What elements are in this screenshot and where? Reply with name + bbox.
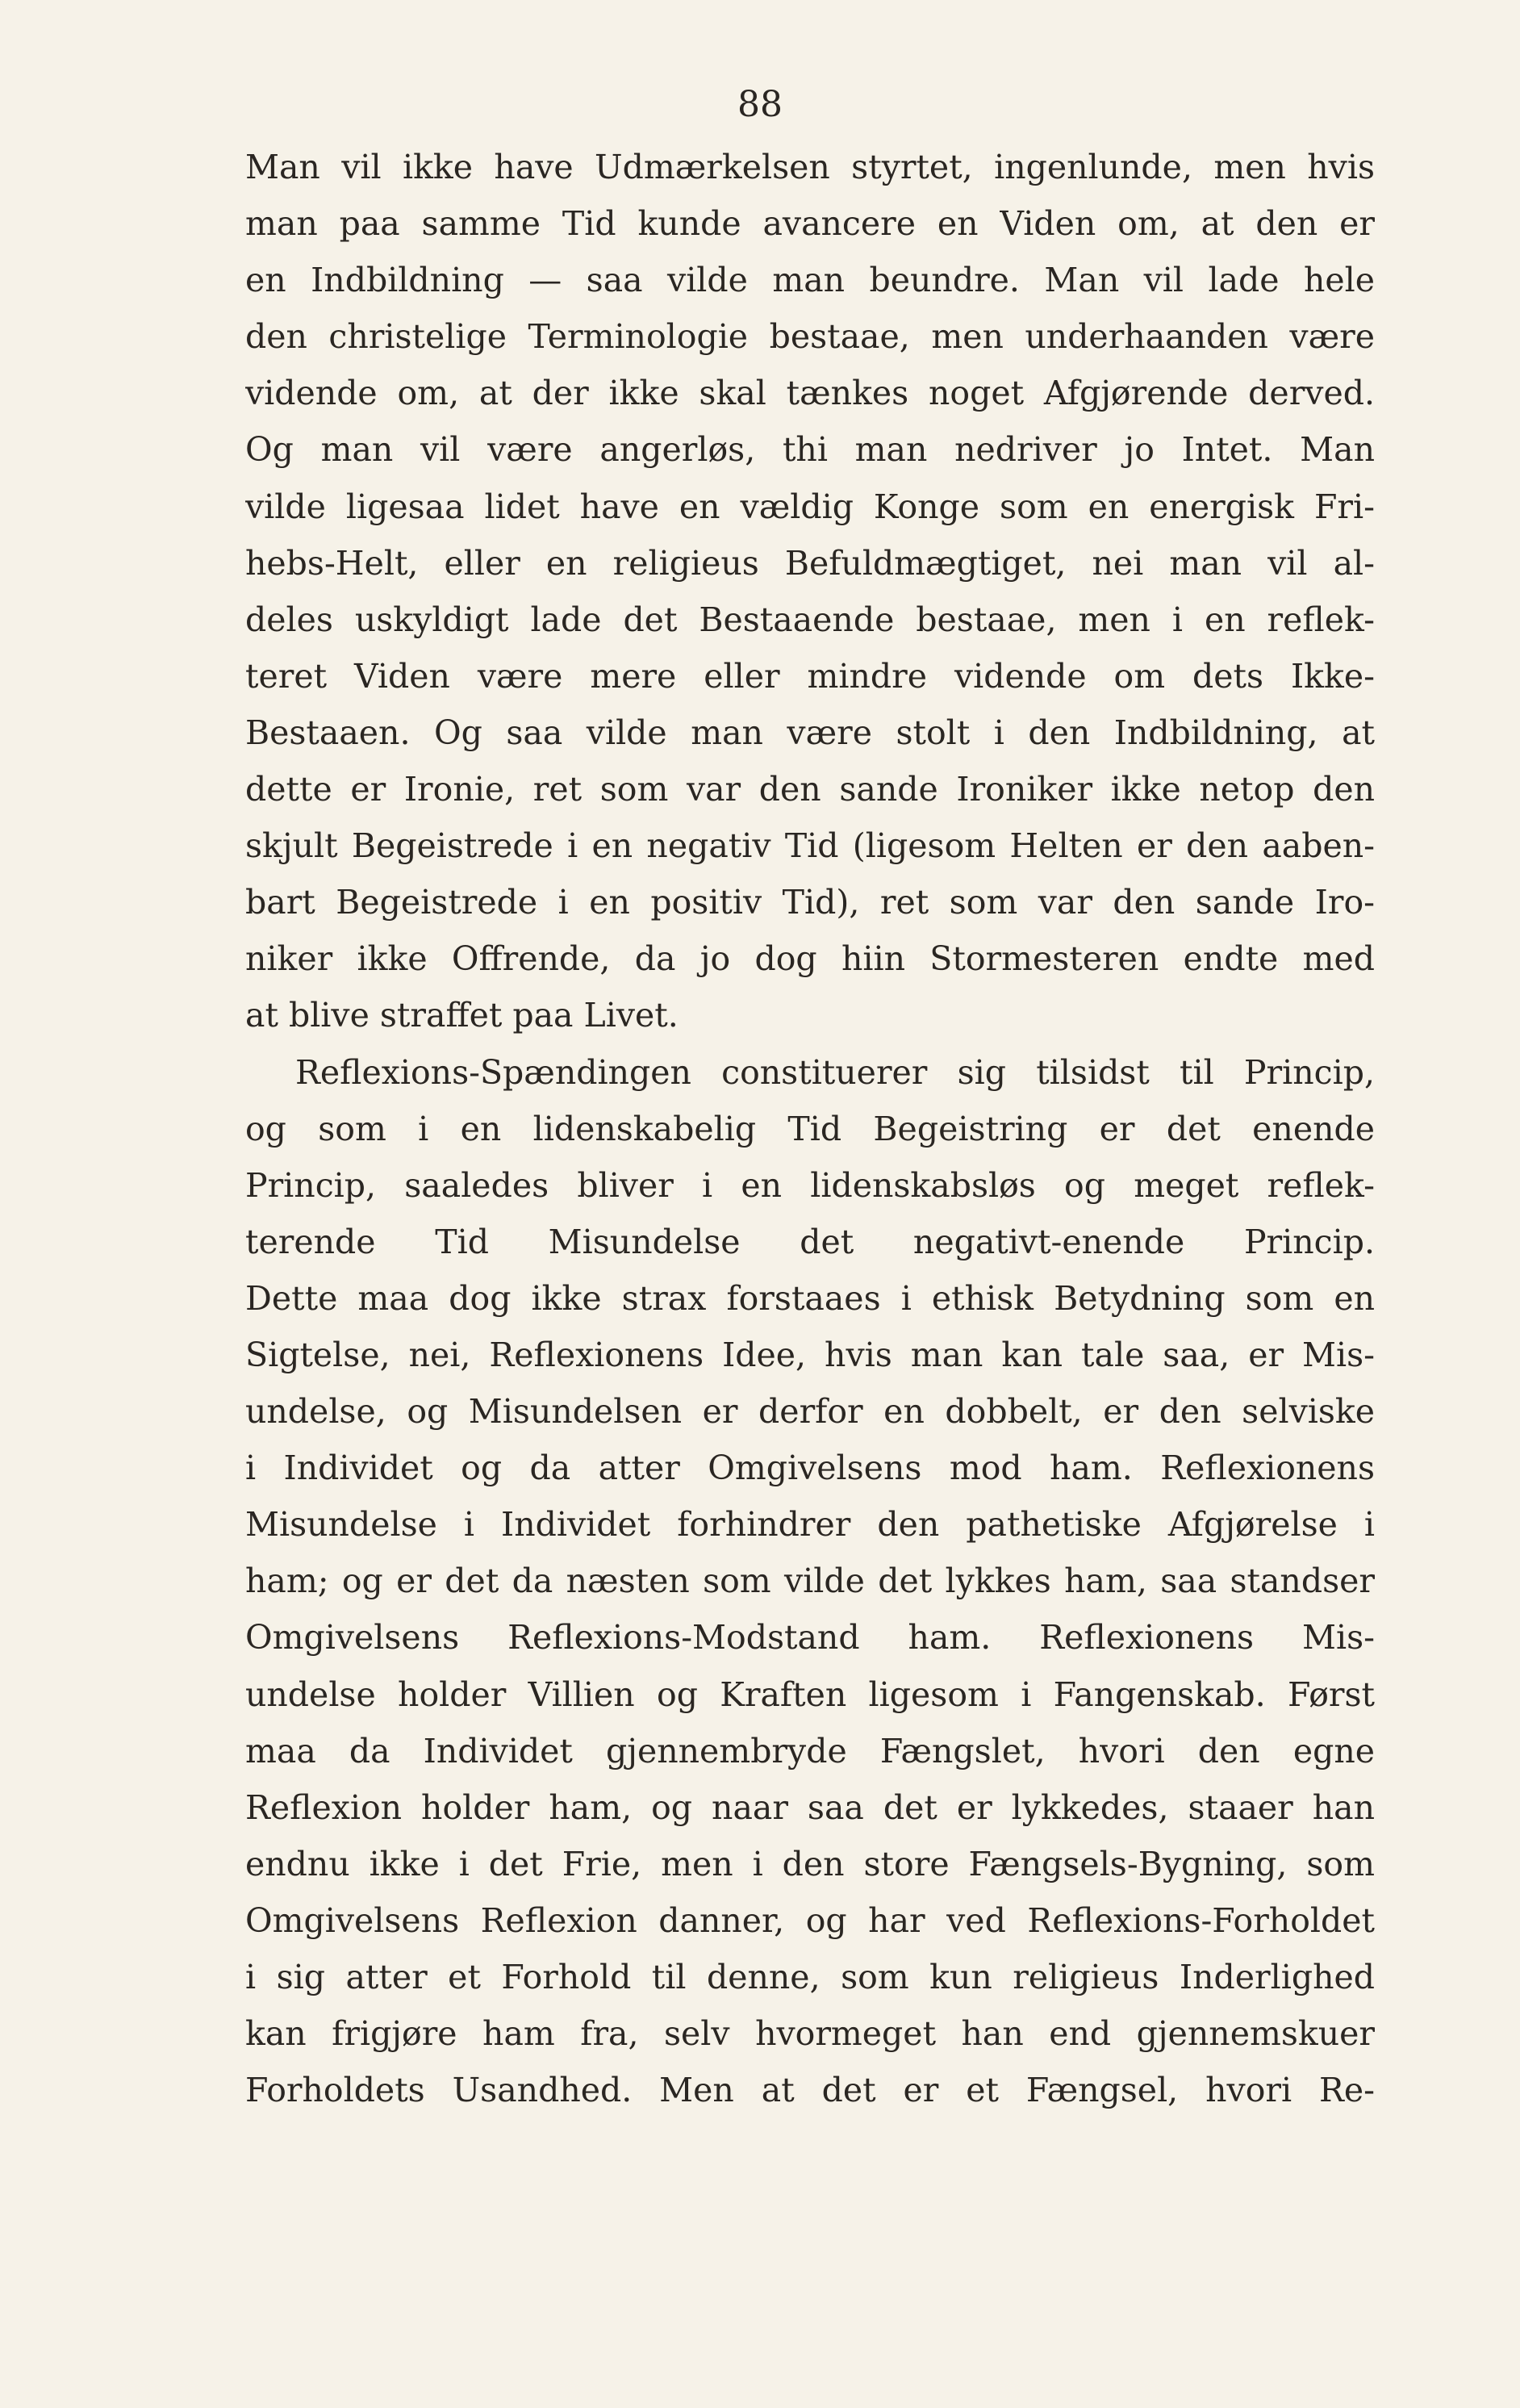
text-line: kan frigjøre ham fra, selv hvormeget han end gjennemskuer bbox=[245, 2014, 1375, 2054]
text-line: Dette maa dog ikke strax forstaaes i ethisk Betydning som en bbox=[245, 1278, 1375, 1318]
text-line: og som i en lidenskabelig Tid Begeistring er det enende bbox=[245, 1109, 1375, 1148]
text-line: dette er Ironie, ret som var den sande Ironiker ikke netop den bbox=[245, 770, 1375, 809]
text-line: den christelige Terminologie bestaae, men underhaanden være bbox=[245, 317, 1375, 357]
text-line: undelse, og Misundelsen er derfor en dobbelt, er den selviske bbox=[245, 1392, 1375, 1432]
text-line: at blive straffet paa Livet. bbox=[245, 996, 679, 1035]
text-line: hebs-Helt, eller en religieus Befuldmægtiget, nei man vil al- bbox=[245, 543, 1375, 583]
text-line: Reflexions-Spændingen constituerer sig tilsidst til Princip, bbox=[295, 1052, 1375, 1092]
text-line: vilde ligesaa lidet have en vældig Konge som en energisk Fri- bbox=[245, 487, 1375, 526]
text-line: skjult Begeistrede i en negativ Tid (ligesom Helten er den aaben- bbox=[245, 826, 1375, 866]
text-line: endnu ikke i det Frie, men i den store Fængsels-Bygning, som bbox=[245, 1844, 1375, 1883]
text-line: Omgivelsens Reflexions-Modstand ham. Reflexionens Mis- bbox=[245, 1618, 1375, 1658]
text-line: Omgivelsens Reflexion danner, og har ved Reflexions-Forholdet bbox=[245, 1900, 1375, 1940]
text-line: Sigtelse, nei, Reflexionens Idee, hvis man kan tale saa, er Mis- bbox=[245, 1335, 1375, 1374]
page-number: 88 bbox=[737, 84, 783, 125]
text-line: Og man vil være angerløs, thi man nedriver jo Intet. Man bbox=[245, 430, 1375, 470]
text-line: i sig atter et Forhold til denne, som kun religieus Inderlighed bbox=[245, 1958, 1375, 1996]
text-line: vidende om, at der ikke skal tænkes noget Afgjørende derved. bbox=[245, 374, 1375, 413]
text-line: deles uskyldigt lade det Bestaaende bestaae, men i en reflek- bbox=[245, 600, 1375, 639]
text-line: ham; og er det da næsten som vilde det lykkes ham, saa standser bbox=[245, 1561, 1375, 1601]
text-line: niker ikke Offrende, da jo dog hiin Stormesteren endte med bbox=[245, 939, 1375, 979]
text-line: Princip, saaledes bliver i en lidenskabsløs og meget reflek- bbox=[245, 1165, 1375, 1205]
text-line: teret Viden være mere eller mindre vidende om dets Ikke- bbox=[245, 656, 1375, 696]
text-line: i Individet og da atter Omgivelsens mod ham. Reflexionens bbox=[245, 1449, 1375, 1488]
text-line: Forholdets Usandhed. Men at det er et Fængsel, hvori Re- bbox=[245, 2071, 1375, 2110]
text-line: man paa samme Tid kunde avancere en Viden om, at den er bbox=[245, 204, 1375, 244]
text-line: Reflexion holder ham, og naar saa det er lykkedes, staaer han bbox=[245, 1787, 1375, 1827]
text-line: Bestaaen. Og saa vilde man være stolt i den Indbildning, at bbox=[245, 713, 1375, 752]
text-line: maa da Individet gjennembryde Fængslet, hvori den egne bbox=[245, 1731, 1375, 1770]
text-line: undelse holder Villien og Kraften ligesom i Fangenskab. Først bbox=[245, 1674, 1375, 1714]
text-line: terende Tid Misundelse det negativt-enende Princip. bbox=[245, 1222, 1375, 1261]
text-line: en Indbildning — saa vilde man beundre. Man vil lade hele bbox=[245, 261, 1375, 300]
body-text bbox=[245, 139, 1375, 2118]
text-line: bart Begeistrede i en positiv Tid), ret som var den sande Iro- bbox=[245, 883, 1375, 922]
text-line: Misundelse i Individet forhindrer den pathetiske Afgjørelse i bbox=[245, 1505, 1375, 1545]
text-line: Man vil ikke have Udmærkelsen styrtet, ingenlunde, men hvis bbox=[245, 148, 1375, 186]
